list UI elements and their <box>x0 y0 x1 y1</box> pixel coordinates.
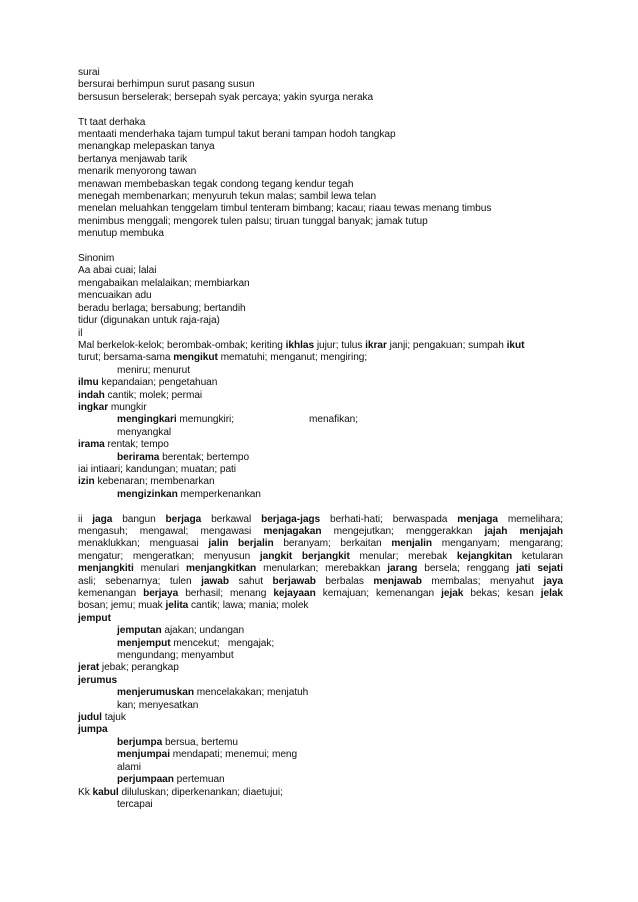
document-page <box>78 67 563 811</box>
entry-word: ikrar <box>365 339 387 351</box>
entry-word: jelita <box>165 600 189 612</box>
text-line: mencuaikan adu <box>78 290 152 302</box>
blank-line <box>78 241 563 253</box>
text-line: mengabaikan melalaikan; membiarkan <box>78 277 250 289</box>
text-line: tercapai <box>117 798 153 810</box>
text-line <box>78 414 563 426</box>
text: menganyam; mengarang; <box>432 538 563 550</box>
text-line <box>78 600 563 612</box>
text-line <box>78 563 563 575</box>
entry-word: berjawab <box>272 575 316 587</box>
text-line <box>78 514 563 526</box>
text-line <box>78 749 563 761</box>
entry-word: berjaga-jags <box>261 513 321 525</box>
text-line <box>78 774 563 786</box>
text-line <box>78 402 563 414</box>
entry-word: berjaya <box>143 588 179 600</box>
text-line <box>78 489 563 501</box>
text-line: alami <box>117 761 141 773</box>
text: membalas; menyahut <box>421 575 544 587</box>
entry-word: menjangkiti <box>78 563 134 575</box>
text: mendapati; menemui; meng <box>170 749 298 761</box>
text-line: Aa abai cuai; lalai <box>78 265 157 277</box>
text-line <box>78 662 563 674</box>
text-line <box>78 526 563 538</box>
entry-word: jarang <box>387 563 418 575</box>
entry-word: menjawab <box>373 575 422 587</box>
text: menulari <box>133 563 186 575</box>
entry-word: menjagakan <box>263 525 322 537</box>
text-line: menarik menyorong tawan <box>78 166 197 178</box>
entry-word: perjumpaan <box>117 774 174 786</box>
text-line <box>78 625 563 637</box>
text: bekas; kesan <box>463 588 541 600</box>
entry-word: berjumpa <box>117 736 163 748</box>
text: menaklukkan; menguasai <box>78 538 209 550</box>
text-line <box>78 352 563 364</box>
text-line <box>78 452 563 464</box>
entry-word: jati sejati <box>516 563 563 575</box>
text-line <box>78 390 563 402</box>
entry-word: jajah menjajah <box>484 525 564 537</box>
text: mengejutkan; menggerakkan <box>321 525 485 537</box>
entry-word: jalin berjalin <box>208 538 274 550</box>
entry-word: menjangkitkan <box>185 563 257 575</box>
text: ketularan <box>512 550 564 562</box>
text: beranyam; berkaitan <box>273 538 392 550</box>
text-line <box>78 377 563 389</box>
entry-word: menjumpai <box>117 749 170 761</box>
blank-line <box>78 501 563 513</box>
entry-word: kejayaan <box>273 588 316 600</box>
entry-word: mengikut <box>173 352 218 364</box>
text: asli; sebenarnya; tulen <box>78 575 202 587</box>
text: ajakan; undangan <box>161 625 245 637</box>
text: memelihara; <box>497 513 563 525</box>
entry-word: menjalin <box>391 538 433 550</box>
entry-word: jemput <box>78 612 111 624</box>
text: bangun <box>112 513 166 525</box>
entry-word: jaga <box>92 513 113 525</box>
text: Kk <box>78 786 93 798</box>
text: bersela; renggang <box>417 563 517 575</box>
text-line: menawan membebaskan tegak condong tegang kendur tegah <box>78 178 354 190</box>
text: mengasuh; mengawal; mengawasi <box>78 525 264 537</box>
text-line <box>78 551 563 563</box>
text-line <box>78 737 563 749</box>
entry-word: mengizinkan <box>117 488 178 500</box>
text: jujur; tulus <box>314 339 366 351</box>
text: bosan; jemu; muak <box>78 600 166 612</box>
text-line: kan; menyesatkan <box>117 699 199 711</box>
text: berbalas <box>315 575 374 587</box>
text-line <box>78 476 563 488</box>
entry-word: jangkit berjangkit <box>259 550 350 562</box>
text-line <box>78 712 563 724</box>
text: jebak; perangkap <box>99 662 179 674</box>
entry-word: kabul <box>92 786 119 798</box>
text: mencekut; mengajak; <box>170 637 275 649</box>
text: berkawal <box>201 513 262 525</box>
text: ii <box>78 513 93 525</box>
text-line: menimbus menggali; mengorek tulen palsu; tiruan tunggal banyak; jamak tutup <box>78 215 428 227</box>
entry-word: jumpa <box>78 724 108 736</box>
text: menular; merebak <box>349 550 457 562</box>
entry-word: berirama <box>117 451 160 463</box>
text: rentak; tempo <box>104 439 169 451</box>
text-line <box>78 787 563 799</box>
entry-word: jawab <box>201 575 229 587</box>
entry-word: menjaga <box>457 513 498 525</box>
text-line: menyangkal <box>117 426 172 438</box>
text: diluluskan; diperkenankan; diaetujui; <box>118 786 283 798</box>
text: turut; bersama-sama <box>78 352 174 364</box>
text-line: il <box>78 327 83 339</box>
text: mencelakakan; menjatuh <box>194 687 309 699</box>
entry-word: ikut <box>506 339 525 351</box>
text-line: mengundang; menyambut <box>117 650 234 662</box>
text: berentak; bertempo <box>159 451 250 463</box>
text-line <box>78 724 563 736</box>
text: kemenangan <box>78 588 144 600</box>
text-line: meniru; menurut <box>117 364 190 376</box>
entry-word: judul <box>78 712 102 724</box>
text: mematuhi; menganut; mengiring; <box>217 352 368 364</box>
text-line: bersurai berhimpun surut pasang susun <box>78 79 255 91</box>
text-line <box>78 576 563 588</box>
text: cantik; molek; permai <box>104 389 203 401</box>
text-line <box>78 687 563 699</box>
text: sahut <box>228 575 273 587</box>
text-line <box>78 538 563 550</box>
entry-word: ilmu <box>78 377 99 389</box>
text: menafikan; <box>309 414 359 426</box>
text-line: menelan meluahkan tenggelam timbul tenteram bimbang; kacau; riaau tewas menang timbus <box>78 203 492 215</box>
text: mungkir <box>108 401 147 413</box>
entry-word: indah <box>78 389 105 401</box>
text: cantik; lawa; mania; molek <box>188 600 309 612</box>
text: kebenaran; membenarkan <box>94 476 215 488</box>
text: Mal berkelok-kelok; berombak-ombak; keriting <box>78 339 286 351</box>
entry-word: ikhlas <box>285 339 315 351</box>
entry-word: menjemput <box>117 637 171 649</box>
text-line: surai <box>78 67 100 78</box>
text-line: menegah membenarkan; menyuruh tekun malas; sambil lewa telan <box>78 191 377 203</box>
entry-word: jelak <box>540 588 563 600</box>
entry-word: jemputan <box>117 625 162 637</box>
text-line: bersusun berselerak; bersepah syak percaya; yakin syurga neraka <box>78 91 374 103</box>
entry-word: mengingkari <box>117 414 177 426</box>
entry-word: kejangkitan <box>456 550 513 562</box>
entry-word: menjerumuskan <box>117 687 195 699</box>
entry-word: jejak <box>441 588 464 600</box>
text: menularkan; merebakkan <box>256 563 388 575</box>
text: kepandaian; pengetahuan <box>98 377 218 389</box>
entry-word: izin <box>78 476 95 488</box>
entry-word: irama <box>78 439 105 451</box>
text-line: menutup membuka <box>78 228 164 240</box>
text: tajuk <box>101 712 126 724</box>
entry-word: jerat <box>78 662 100 674</box>
text: memperkenankan <box>177 488 261 500</box>
text-line: bertanya menjawab tarik <box>78 153 188 165</box>
text: berhasil; menang <box>178 588 274 600</box>
text-line <box>78 340 563 352</box>
text-line <box>78 588 563 600</box>
text: memungkiri; <box>176 414 235 426</box>
text: berhati-hati; berwaspada <box>320 513 458 525</box>
entry-word: berjaga <box>165 513 202 525</box>
text-line: beradu berlaga; bersabung; bertandih <box>78 302 246 314</box>
section-heading: Sinonim <box>78 253 115 265</box>
text-line: iai intiaari; kandungan; muatan; pati <box>78 463 237 475</box>
text: pertemuan <box>173 774 225 786</box>
text-line: mentaati menderhaka tajam tumpul takut berani tampan hodoh tangkap <box>78 129 396 141</box>
text-line <box>78 439 563 451</box>
text-line <box>78 613 563 625</box>
text-line: Tt taat derhaka <box>78 116 146 128</box>
entry-word: jerumus <box>78 674 118 686</box>
text-line <box>78 675 563 687</box>
text: mengatur; mengeratkan; menyusun <box>78 550 260 562</box>
text-line <box>78 638 563 650</box>
text-line: tidur (digunakan untuk raja-raja) <box>78 315 220 327</box>
text: kemajuan; kemenangan <box>315 588 442 600</box>
text: bersua, bertemu <box>162 736 238 748</box>
entry-word: ingkar <box>78 401 109 413</box>
entry-word: jaya <box>543 575 564 587</box>
text: janji; pengakuan; sumpah <box>386 339 507 351</box>
text-line: menangkap melepaskan tanya <box>78 141 215 153</box>
blank-line <box>78 104 563 116</box>
